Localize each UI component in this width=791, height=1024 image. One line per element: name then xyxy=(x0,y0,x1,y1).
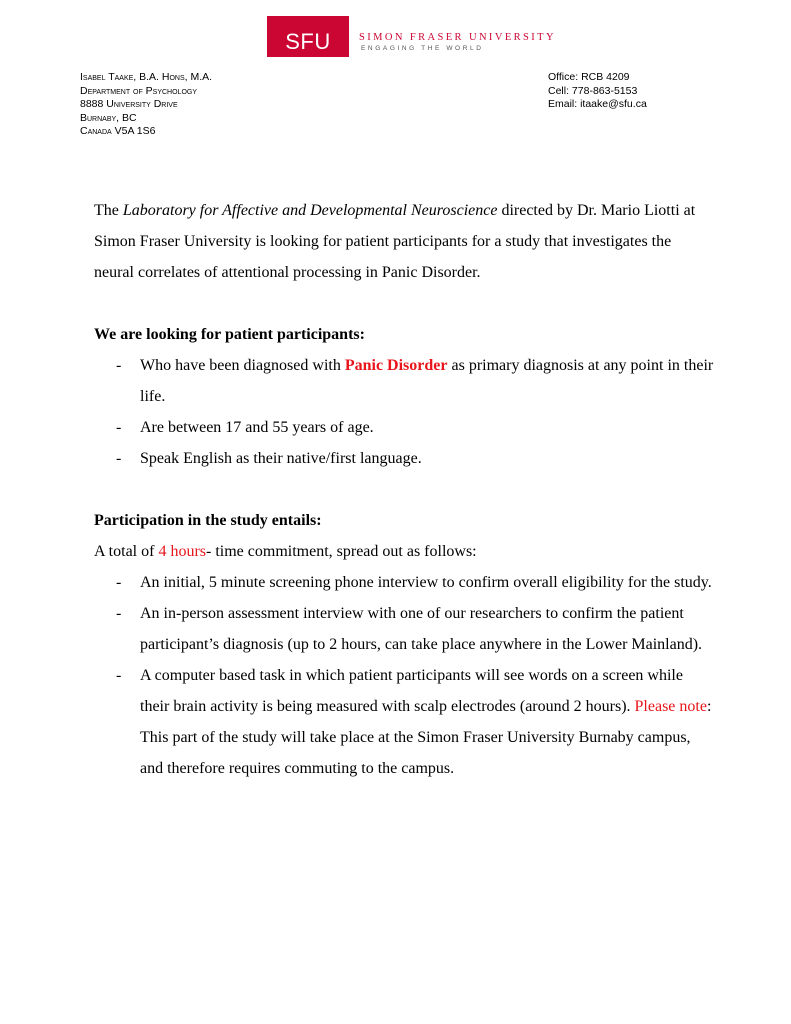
intro-paragraph xyxy=(94,195,714,288)
sfu-logo-text xyxy=(359,16,556,57)
bullet-dash: - xyxy=(116,605,122,622)
spacer xyxy=(94,288,714,319)
bullet-dash: - xyxy=(116,357,122,374)
sender-email[interactable]: Email: itaake@sfu.ca xyxy=(548,98,647,110)
panic-disorder-highlight: Panic Disorder xyxy=(344,357,448,374)
participation-heading: Participation in the study entails: xyxy=(94,512,322,529)
participation-item3-post: : This part of the study will take place at the Simon Fraser University Burnaby campus, and therefore requires commuting to the campus. xyxy=(140,698,712,777)
sfu-logo-mark: SFU xyxy=(267,16,349,57)
intro-suffix: directed by Dr. Mario Liotti at Simon Fraser University is looking for patient participants for a study that investigates the neural correlates of attentional processing in Panic Disorder. xyxy=(94,202,696,281)
sender-name: Isabel Taake, B.A. Hons, M.A. xyxy=(80,71,213,83)
university-tagline: ENGAGING THE WORLD xyxy=(361,45,484,52)
spacer xyxy=(94,474,714,505)
sender-cell: Cell: 778-863-5153 xyxy=(548,84,638,97)
criteria-list xyxy=(94,350,714,474)
bullet-dash: - xyxy=(116,450,122,467)
criteria-item1-pre: Who have been diagnosed with xyxy=(140,357,345,374)
participation-list xyxy=(94,567,714,784)
criteria-item2: Are between 17 and 55 years of age. xyxy=(140,419,374,436)
total-pre: A total of xyxy=(94,543,159,560)
intro-prefix: The xyxy=(94,202,123,219)
list-item xyxy=(94,412,714,443)
time-commitment xyxy=(94,536,714,567)
hours-highlight: 4 hours xyxy=(158,543,206,560)
list-item xyxy=(94,443,714,474)
participation-item3-pre: A computer based task in which patient participants will see words on a screen while their brain activity is being measured with scalp electrodes (around 2 hours). xyxy=(140,667,683,715)
sender-country: Canada V5A 1S6 xyxy=(80,125,156,137)
list-item xyxy=(94,350,714,412)
bullet-dash: - xyxy=(116,574,122,591)
sender-address xyxy=(80,71,212,139)
bullet-dash: - xyxy=(116,667,122,684)
please-note-highlight: Please note xyxy=(634,698,707,715)
sender-city: Burnaby, BC xyxy=(80,111,137,124)
criteria-heading: We are looking for patient participants: xyxy=(94,326,365,343)
list-item xyxy=(94,598,714,660)
total-post: - time commitment, spread out as follows: xyxy=(206,543,477,560)
sfu-logo xyxy=(267,16,556,57)
university-name: SIMON FRASER UNIVERSITY xyxy=(359,32,556,43)
criteria-item1-post: as primary diagnosis at any point in their life. xyxy=(140,357,714,405)
lab-name: Laboratory for Affective and Developmental Neuroscience xyxy=(122,202,498,219)
participation-item2: An in-person assessment interview with one of our researchers to confirm the patient participant’s diagnosis (up to 2 hours, can take place anywhere in the Lower Mainland). xyxy=(140,605,703,653)
bullet-dash: - xyxy=(116,419,122,436)
sender-office: Office: RCB 4209 xyxy=(548,71,630,83)
participation-item1: An initial, 5 minute screening phone interview to confirm overall eligibility for the study. xyxy=(140,574,712,591)
letter-body xyxy=(94,195,714,784)
sender-department: Department of Psychology xyxy=(80,84,198,97)
sender-contact xyxy=(548,71,647,112)
sender-street: 8888 University Drive xyxy=(80,98,178,110)
criteria-item3: Speak English as their native/first language. xyxy=(140,450,422,467)
list-item xyxy=(94,567,714,598)
list-item xyxy=(94,660,714,784)
